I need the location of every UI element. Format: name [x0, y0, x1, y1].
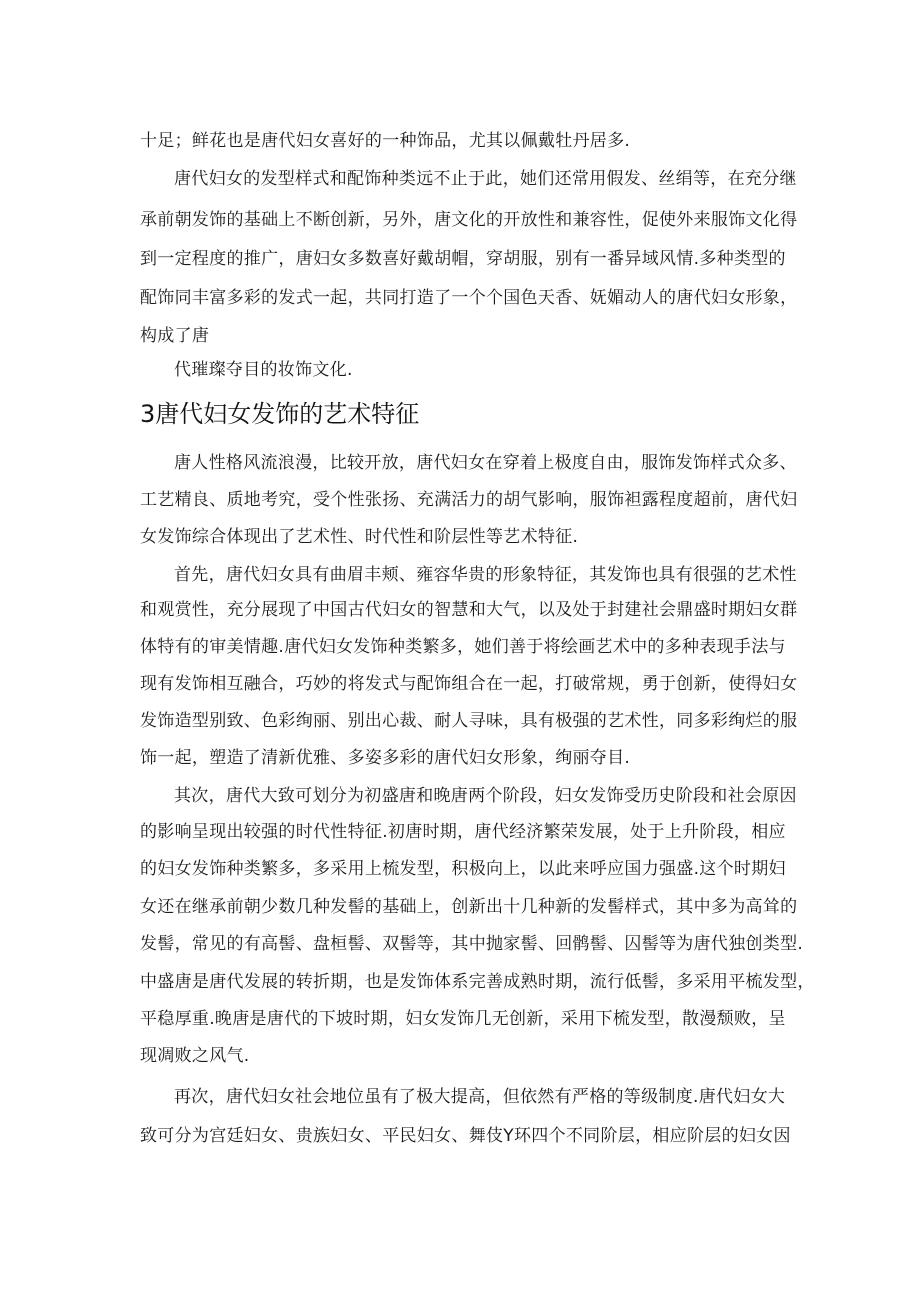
- text-line: 配饰同丰富多彩的发式一起，共同打造了一个个国色天香、妩媚动人的唐代妇女形象，: [140, 288, 798, 308]
- text-line: 构成了唐: [140, 326, 210, 346]
- text-line: 致可分为宫廷妇女、贵族妇女、平民妇女、舞伎Y环四个不同阶层，相应阶层的妇女因: [140, 1126, 791, 1146]
- paragraph-first-line: 其次，唐代大致可划分为初盛唐和晚唐两个阶段，妇女发饰受历史阶段和社会原因: [174, 786, 797, 806]
- paragraph-first-line: 唐人性格风流浪漫，比较开放，唐代妇女在穿着上极度自由，服饰发饰样式众多、: [174, 453, 797, 473]
- text-line: 女发饰综合体现出了艺术性、时代性和阶层性等艺术特征.: [140, 527, 579, 547]
- text-line: 和观赏性，充分展现了中国古代妇女的智慧和大气，以及处于封建社会鼎盛时期妇女群: [140, 600, 798, 620]
- section-heading: 3唐代妇女发饰的艺术特征: [140, 400, 420, 428]
- text-line: 承前朝发饰的基础上不断创新，另外，唐文化的开放性和兼容性，促使外来服饰文化得: [140, 210, 798, 230]
- text-line: 体特有的审美情趣.唐代妇女发饰种类繁多，她们善于将绘画艺术中的多种表现手法与: [140, 637, 786, 657]
- text-line: 中盛唐是唐代发展的转折期，也是发饰体系完善成熟时期，流行低髻，多采用平梳发型，: [140, 972, 815, 992]
- paragraph-first-line: 再次，唐代妇女社会地位虽有了极大提高，但依然有严格的等级制度.唐代妇女大: [174, 1087, 786, 1107]
- paragraph-first-line: 唐代妇女的发型样式和配饰种类远不止于此，她们还常用假发、丝绢等，在充分继: [174, 169, 797, 189]
- text-line: 女还在继承前朝少数几种发髻的基础上，创新出十几种新的发髻样式，其中多为高耸的: [140, 897, 798, 917]
- text-line: 十足；鲜花也是唐代妇女喜好的一种饰品，尤其以佩戴牡丹居多.: [140, 131, 631, 151]
- text-line: 平稳厚重.晚唐是唐代的下坡时期，妇女发饰几无创新，采用下梳发型，散漫颓败，呈: [140, 1009, 786, 1029]
- paragraph-first-line: 首先，唐代妇女具有曲眉丰颊、雍容华贵的形象特征，其发饰也具有很强的艺术性: [174, 565, 797, 585]
- text-line: 发饰造型别致、色彩绚丽、别出心裁、耐人寻味，具有极强的艺术性，同多彩绚烂的服: [140, 711, 798, 731]
- text-line: 的妇女发饰种类繁多，多采用上梳发型，积极向上，以此来呼应国力强盛.这个时期妇: [140, 859, 786, 879]
- text-line: 饰一起，塑造了清新优雅、多姿多彩的唐代妇女形象，绚丽夺目.: [140, 748, 631, 768]
- text-line: 到一定程度的推广，唐妇女多数喜好戴胡帽，穿胡服，别有一番异域风情.多种类型的: [140, 249, 786, 269]
- text-line: 现凋败之风气.: [140, 1046, 250, 1066]
- text-line: 现有发饰相互融合，巧妙的将发式与配饰组合在一起，打破常规，勇于创新，使得妇女: [140, 674, 798, 694]
- text-line: 发髻，常见的有高髻、盘桓髻、双髻等，其中抛家髻、回鹘髻、囚髻等为唐代独创类型.: [140, 934, 804, 954]
- text-line: 代璀璨夺目的妆饰文化.: [174, 360, 353, 380]
- text-line: 工艺精良、质地考究，受个性张扬、充满活力的胡气影响，服饰袒露程度超前，唐代妇: [140, 490, 798, 510]
- text-line: 的影响呈现出较强的时代性特征.初唐时期，唐代经济繁荣发展，处于上升阶段，相应: [140, 822, 786, 842]
